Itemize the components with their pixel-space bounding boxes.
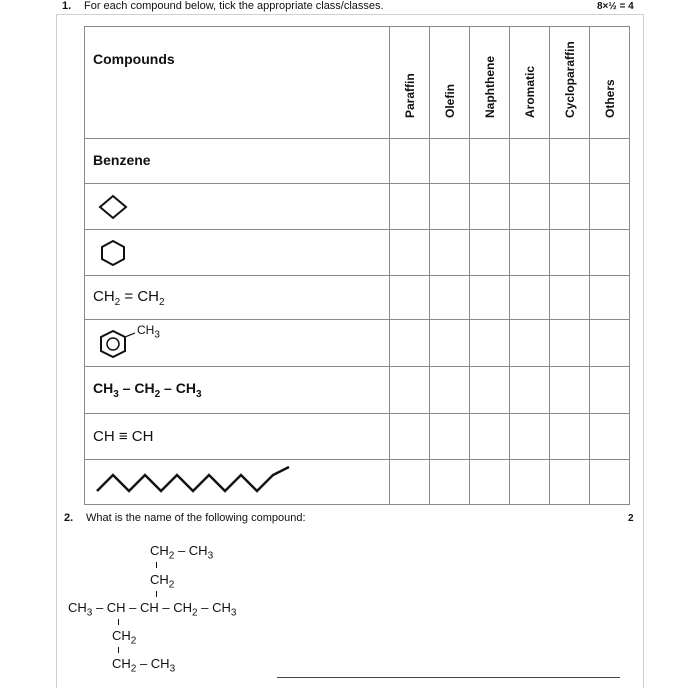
- compound-benzene: [85, 139, 390, 184]
- tick-cell[interactable]: [590, 230, 630, 276]
- compound-ethene: [85, 276, 390, 320]
- table-row: [85, 230, 630, 276]
- question-1-text: For each compound below, tick the appropriate class/classes.: [84, 0, 384, 12]
- class-header-aromatic: Aromatic: [510, 27, 550, 139]
- tick-cell[interactable]: [390, 139, 430, 184]
- question-2-number: 2.: [64, 512, 74, 524]
- compound-cyclohexane-structure: [85, 230, 390, 276]
- compound-label: Benzene: [93, 152, 151, 168]
- formula-line-top1: $CH_2 - CH_3$: [150, 543, 214, 562]
- tick-cell[interactable]: [510, 276, 550, 320]
- compound-label: $CH_2 = CH_2$: [93, 287, 165, 308]
- tick-cell[interactable]: [470, 276, 510, 320]
- tick-cell[interactable]: [510, 230, 550, 276]
- tick-cell[interactable]: [470, 460, 510, 505]
- tick-cell[interactable]: [590, 184, 630, 230]
- bond-line: [118, 647, 119, 653]
- tick-cell[interactable]: [510, 139, 550, 184]
- tick-cell[interactable]: [550, 414, 590, 460]
- bond-line: [156, 562, 157, 568]
- formula-line-main: $CH_3$ – CH – CH – $CH_2 - CH_3$: [68, 600, 237, 619]
- tick-cell[interactable]: [510, 414, 550, 460]
- tick-cell[interactable]: [470, 230, 510, 276]
- tick-cell[interactable]: [390, 276, 430, 320]
- table-row: [85, 460, 630, 505]
- compound-label: CH ≡ CH: [93, 427, 154, 445]
- tick-cell[interactable]: [430, 414, 470, 460]
- page-border-top: [56, 14, 644, 15]
- table-row: [85, 320, 630, 367]
- tick-cell[interactable]: [390, 367, 430, 414]
- tick-cell[interactable]: [390, 320, 430, 367]
- class-header-others: Others: [590, 27, 630, 139]
- tick-cell[interactable]: [510, 184, 550, 230]
- table-row: [85, 184, 630, 230]
- tick-cell[interactable]: [590, 460, 630, 505]
- question-1-number: 1.: [62, 0, 72, 12]
- zigzag-chain-icon: [93, 465, 293, 499]
- formula-line-bot2: $CH_2 - CH_3$: [112, 656, 176, 675]
- compounds-header: Compounds: [85, 27, 390, 139]
- tick-cell[interactable]: [430, 276, 470, 320]
- tick-cell[interactable]: [590, 414, 630, 460]
- tick-cell[interactable]: [590, 320, 630, 367]
- tick-cell[interactable]: [550, 230, 590, 276]
- tick-cell[interactable]: [550, 276, 590, 320]
- tick-cell[interactable]: [390, 230, 430, 276]
- compound-cyclobutane-structure: [85, 184, 390, 230]
- tick-cell[interactable]: [550, 320, 590, 367]
- tick-cell[interactable]: [470, 320, 510, 367]
- tick-cell[interactable]: [590, 367, 630, 414]
- question-1-marks: 8×½ = 4: [597, 1, 634, 12]
- tick-cell[interactable]: [590, 139, 630, 184]
- question-2-text: What is the name of the following compound:: [86, 512, 306, 524]
- class-header-paraffin: Paraffin: [390, 27, 430, 139]
- classification-table: [84, 26, 630, 505]
- question-2-marks: 2: [628, 513, 634, 524]
- tick-cell[interactable]: [550, 139, 590, 184]
- bond-line: [156, 591, 157, 597]
- compound-toluene-structure: [85, 320, 390, 367]
- cyclohexane-hexagon-icon: [95, 238, 131, 268]
- tick-cell[interactable]: [430, 139, 470, 184]
- tick-cell[interactable]: [390, 460, 430, 505]
- tick-cell[interactable]: [470, 139, 510, 184]
- compound-propane: [85, 367, 390, 414]
- table-row: [85, 367, 630, 414]
- tick-cell[interactable]: [590, 276, 630, 320]
- header-row: [85, 27, 630, 139]
- tick-cell[interactable]: [510, 320, 550, 367]
- tick-cell[interactable]: [550, 367, 590, 414]
- answer-line[interactable]: [277, 677, 620, 678]
- tick-cell[interactable]: [390, 184, 430, 230]
- compound-alkane-chain-structure: [85, 460, 390, 505]
- tick-cell[interactable]: [430, 320, 470, 367]
- table-row: [85, 276, 630, 320]
- page-border-left: [56, 14, 57, 688]
- tick-cell[interactable]: [550, 460, 590, 505]
- tick-cell[interactable]: [470, 184, 510, 230]
- compound-label: $CH_3 - CH_2 - CH_3$: [93, 380, 202, 400]
- tick-cell[interactable]: [430, 230, 470, 276]
- tick-cell[interactable]: [510, 367, 550, 414]
- bond-line: [118, 619, 119, 625]
- table-row: [85, 414, 630, 460]
- cyclobutane-diamond-icon: [95, 193, 131, 221]
- tick-cell[interactable]: [470, 414, 510, 460]
- class-header-naphthene: Naphthene: [470, 27, 510, 139]
- tick-cell[interactable]: [510, 460, 550, 505]
- methyl-substituent-label: $CH_3$: [137, 323, 160, 341]
- tick-cell[interactable]: [430, 460, 470, 505]
- formula-line-bot1: $CH_2$: [112, 628, 137, 647]
- class-header-olefin: Olefin: [430, 27, 470, 139]
- class-header-cycloparaffin: Cycloparaffin: [550, 27, 590, 139]
- formula-line-top2: $CH_2$: [150, 572, 175, 591]
- tick-cell[interactable]: [430, 367, 470, 414]
- compound-ethyne: [85, 414, 390, 460]
- tick-cell[interactable]: [430, 184, 470, 230]
- tick-cell[interactable]: [550, 184, 590, 230]
- table-row: [85, 139, 630, 184]
- tick-cell[interactable]: [390, 414, 430, 460]
- tick-cell[interactable]: [470, 367, 510, 414]
- page-border-right: [643, 14, 644, 688]
